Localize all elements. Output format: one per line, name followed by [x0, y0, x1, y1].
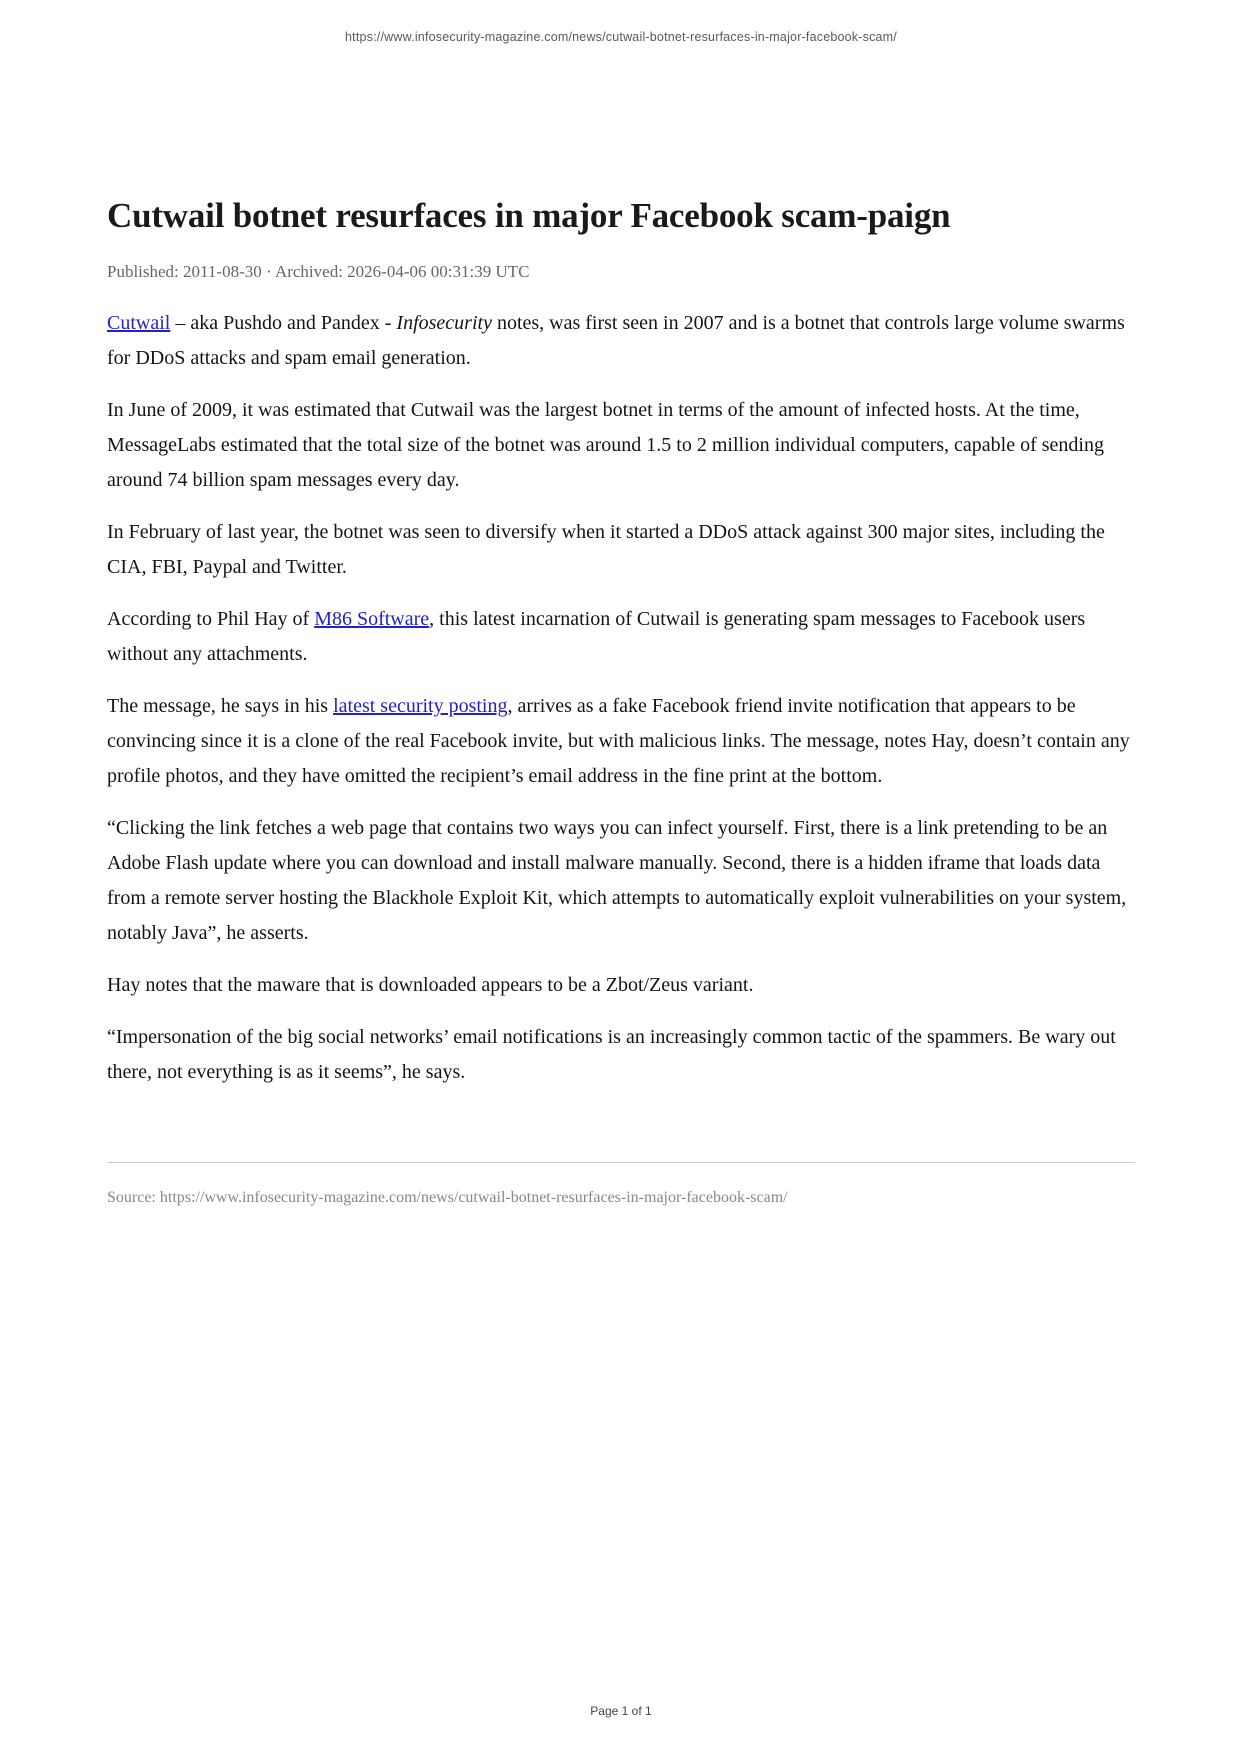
inline-link[interactable]: latest security posting [333, 695, 508, 717]
paragraph [107, 306, 1135, 376]
source-line: Source: https://www.infosecurity-magazine.com/news/cutwail-botnet-resurfaces-in-major-facebook-scam/ [107, 1189, 788, 1206]
text-segment: The message, he says in his [107, 695, 334, 717]
text-segment: Hay notes that the maware that is downloaded appears to be a Zbot/Zeus variant. [107, 974, 754, 996]
italic-text: Infosecurity [396, 312, 492, 334]
text-segment: , arrives as a fake Facebook friend invite notification that appears to be convincing since it is a clone of the real Facebook invite, but with malicious links. The message, notes Hay, doesn’t contain any profile photos, and they have omitted the recipient’s email address in the fine print at the bottom. [107, 695, 1130, 787]
text-segment: According to Phil Hay of [107, 608, 315, 630]
article-body [107, 306, 1135, 1090]
text-segment: In June of 2009, it was estimated that Cutwail was the largest botnet in terms of the amount of infected hosts. At the time, MessageLabs estimated that the total size of the botnet was around 1.5 to 2 million individual computers, capable of sending around 74 billion spam messages every day. [107, 399, 1104, 491]
article-container [107, 196, 1135, 1207]
print-header-url: https://www.infosecurity-magazine.com/news/cutwail-botnet-resurfaces-in-major-facebook-scam/ [345, 30, 897, 44]
text-segment: , this latest incarnation of Cutwail is generating spam messages to Facebook users without any attachments. [107, 608, 1086, 665]
paragraph [107, 968, 1135, 1003]
text-segment: notes, was first seen in 2007 and is a botnet that controls large volume swarms for DDoS attacks and spam email generation. [107, 312, 1125, 369]
text-segment: “Impersonation of the big social networks’ email notifications is an increasingly common tactic of the spammers. Be wary out there, not everything is as it seems”, he says. [107, 1026, 1116, 1083]
article-title: Cutwail botnet resurfaces in major Facebook scam-paign [107, 196, 951, 235]
divider [107, 1162, 1135, 1163]
paragraph [107, 811, 1135, 951]
article-meta: Published: 2011-08-30 · Archived: 2026-04-06 00:31:39 UTC [107, 262, 530, 281]
paragraph [107, 393, 1135, 498]
page-indicator: Page 1 of 1 [590, 1704, 652, 1718]
text-segment: In February of last year, the botnet was seen to diversify when it started a DDoS attack against 300 major sites, including the CIA, FBI, Paypal and Twitter. [107, 521, 1105, 578]
inline-link[interactable]: Cutwail [107, 312, 171, 334]
text-segment: “Clicking the link fetches a web page that contains two ways you can infect yourself. First, there is a link pretending to be an Adobe Flash update where you can download and install malware manually. Second, there is a hidden iframe that loads data from a remote server hosting the Blackhole Exploit Kit, which attempts to automatically exploit vulnerabilities on your system, notably Java”, he asserts. [107, 817, 1127, 944]
text-segment: – aka Pushdo and Pandex - [170, 312, 397, 334]
paragraph [107, 689, 1135, 794]
paragraph [107, 602, 1135, 672]
paragraph [107, 515, 1135, 585]
inline-link[interactable]: M86 Software [314, 608, 430, 630]
paragraph [107, 1020, 1135, 1090]
